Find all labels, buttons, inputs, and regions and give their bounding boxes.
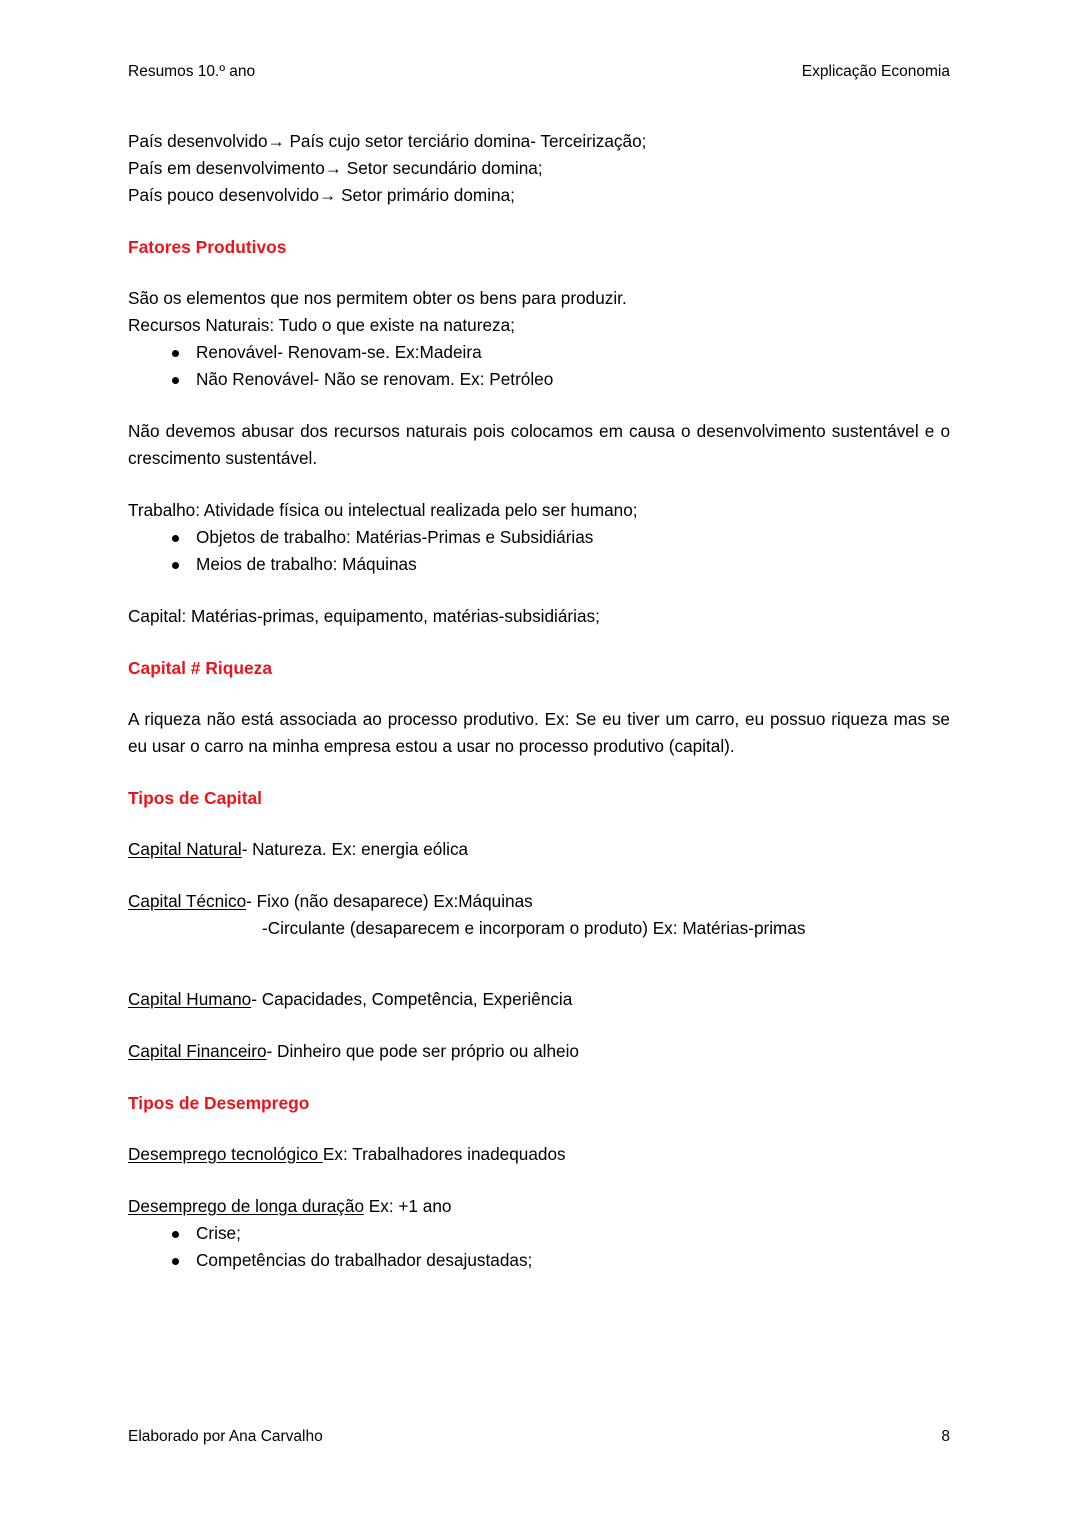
trabalho-line: Trabalho: Atividade física ou intelectual realizada pelo ser humano; [128, 500, 638, 520]
intro-block [128, 128, 950, 209]
capital-tecnico-circulante-line: -Circulante (desaparecem e incorporam o produto) Ex: Matérias-primas [262, 918, 806, 938]
desemprego-longa-duracao-description: Ex: +1 ano [364, 1196, 452, 1216]
page-footer [128, 1427, 950, 1447]
intro-line: País pouco desenvolvido→ Setor primário domina; [128, 185, 515, 205]
document-content [128, 128, 950, 1274]
list-item: Renovável- Renovam-se. Ex:Madeira [128, 339, 950, 366]
spacer [128, 209, 950, 234]
fatores-line: São os elementos que nos permitem obter os bens para produzir. [128, 288, 627, 308]
desemprego-tecnologico-line [128, 1141, 950, 1168]
capital-humano-description: - Capacidades, Competência, Experiência [251, 989, 573, 1009]
spacer [128, 630, 950, 655]
spacer [128, 681, 950, 706]
capital-tecnico-term: Capital Técnico [128, 891, 247, 911]
paragraph-sustentavel: Não devemos abusar dos recursos naturais pois colocamos em causa o desenvolvimento sustentável e o crescimento sustentável. [128, 421, 950, 468]
section-heading-tipos-de-capital: Tipos de Capital [128, 788, 262, 808]
intro-line: País desenvolvido→ País cujo setor terciário domina- Terceirização; [128, 131, 647, 151]
capital-financeiro-line [128, 1038, 950, 1065]
capital-natural-term: Capital Natural [128, 839, 242, 859]
fatores-block [128, 285, 950, 339]
spacer [128, 811, 950, 836]
capital-financeiro-description: - Dinheiro que pode ser próprio ou alheio [266, 1041, 579, 1061]
list-item: Não Renovável- Não se renovam. Ex: Petróleo [128, 366, 950, 393]
desemprego-longa-duracao-bullet-list [128, 1220, 950, 1274]
capital-humano-line [128, 986, 950, 1013]
fatores-line: Recursos Naturais: Tudo o que existe na natureza; [128, 315, 515, 335]
desemprego-longa-duracao-line [128, 1193, 950, 1220]
capital-tecnico-line [128, 888, 950, 915]
spacer [128, 942, 950, 986]
capital-humano-term: Capital Humano [128, 989, 252, 1009]
recursos-naturais-bullet-list [128, 339, 950, 393]
capital-natural-description: - Natureza. Ex: energia eólica [241, 839, 469, 859]
header-right-text: Explicação Economia [801, 63, 950, 80]
header-left-text: Resumos 10.º ano [128, 63, 256, 80]
spacer [128, 393, 950, 418]
page-header [128, 62, 950, 82]
list-item: Objetos de trabalho: Matérias-Primas e Subsidiárias [128, 524, 950, 551]
paragraph-riqueza: A riqueza não está associada ao processo produtivo. Ex: Se eu tiver um carro, eu possuo riqueza mas se eu usar o carro na minha empresa estou a usar no processo produtivo (capital). [128, 709, 950, 756]
footer-author-text: Elaborado por Ana Carvalho [128, 1428, 323, 1445]
capital-definicao-line: Capital: Matérias-primas, equipamento, matérias-subsidiárias; [128, 606, 600, 626]
spacer [128, 1168, 950, 1193]
footer-page-number: 8 [941, 1428, 950, 1445]
spacer [128, 760, 950, 785]
spacer [128, 260, 950, 285]
capital-tecnico-description: - Fixo (não desaparece) Ex:Máquinas [246, 891, 533, 911]
section-heading-capital-riqueza: Capital # Riqueza [128, 658, 272, 678]
list-item: Crise; [128, 1220, 950, 1247]
spacer [128, 578, 950, 603]
capital-financeiro-term: Capital Financeiro [128, 1041, 267, 1061]
desemprego-tecnologico-description: Ex: Trabalhadores inadequados [322, 1144, 566, 1164]
spacer [128, 472, 950, 497]
spacer [128, 1065, 950, 1090]
section-heading-tipos-de-desemprego: Tipos de Desemprego [128, 1093, 310, 1113]
desemprego-longa-duracao-term: Desemprego de longa duração [128, 1196, 365, 1216]
trabalho-bullet-list [128, 524, 950, 578]
spacer [128, 863, 950, 888]
spacer [128, 1116, 950, 1141]
desemprego-tecnologico-term: Desemprego tecnológico [128, 1144, 323, 1164]
list-item: Competências do trabalhador desajustadas; [128, 1247, 950, 1274]
spacer [128, 1013, 950, 1038]
list-item: Meios de trabalho: Máquinas [128, 551, 950, 578]
intro-line: País em desenvolvimento→ Setor secundário domina; [128, 158, 543, 178]
capital-natural-line [128, 836, 950, 863]
section-heading-fatores-produtivos: Fatores Produtivos [128, 237, 287, 257]
